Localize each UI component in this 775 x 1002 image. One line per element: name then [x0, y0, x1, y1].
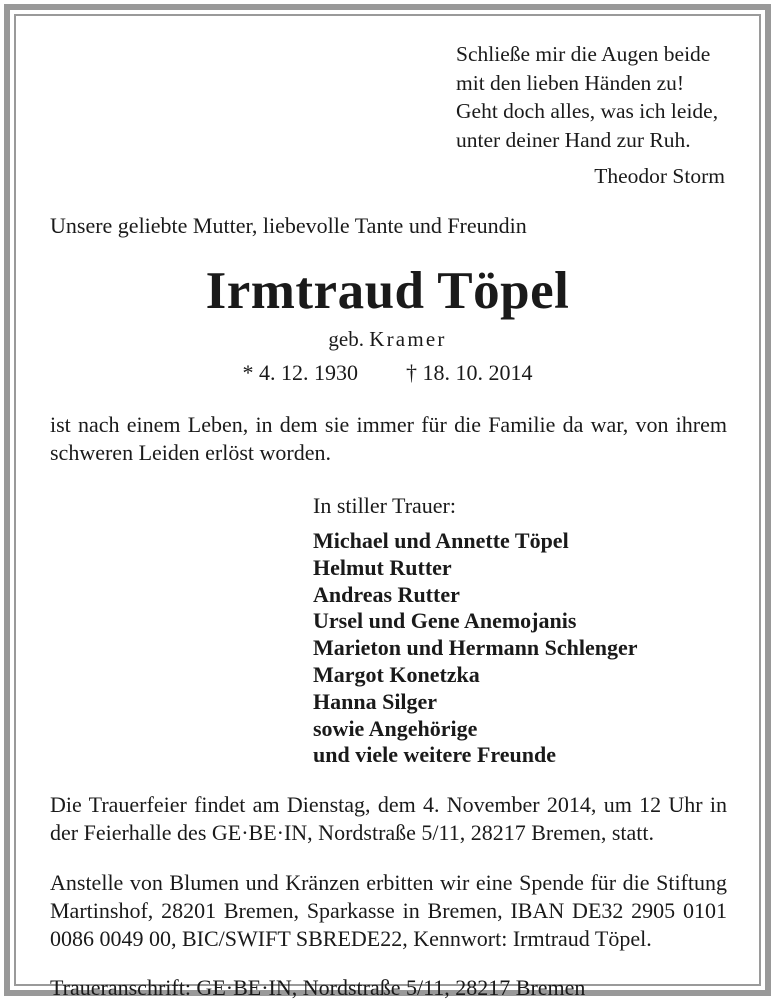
poem-line-4: unter deiner Hand zur Ruh.	[456, 127, 691, 152]
donation-info: Anstelle von Blumen und Kränzen erbitten wir eine Spende für die Stiftung Martinshof, 28201 Bremen, Sparkasse in Bremen, IBAN DE32 2905 0101 0086 0049 00, BIC/SWIFT SBREDE22, Kennwort: Irmtraud Töpel.	[50, 870, 727, 952]
mourner-name: und viele weitere Freunde	[313, 742, 556, 768]
frame-outer-band	[4, 4, 771, 1000]
mourners-heading: In stiller Trauer:	[313, 492, 456, 518]
mourners-block	[48, 493, 727, 769]
life-dates	[48, 360, 727, 386]
deceased-name: Irmtraud Töpel	[205, 262, 570, 321]
mourner-name: sowie Angehörige	[313, 715, 478, 741]
mourner-name: Hanna Silger	[313, 688, 438, 714]
birth-date: * 4. 12. 1930	[242, 359, 358, 385]
contact-address: Traueranschrift: GE·BE·IN, Nordstraße 5/11, 28217 Bremen	[50, 975, 586, 1000]
mourner-name: Helmut Rutter	[313, 554, 452, 580]
mourner-name: Ursel und Gene Anemojanis	[313, 608, 577, 634]
frame-white-gap	[10, 10, 765, 1000]
relationship-intro: Unsere geliebte Mutter, liebevolle Tante und Freundin	[50, 213, 527, 239]
poem-line-2: mit den lieben Händen zu!	[456, 70, 685, 95]
poem-line-1: Schließe mir die Augen beide	[456, 42, 711, 66]
mourner-name: Margot Konetzka	[313, 662, 480, 687]
memorial-poem	[48, 40, 717, 154]
mourner-name: Marieton und Hermann Schlenger	[313, 635, 638, 661]
maiden-name-line	[48, 327, 727, 352]
poem-author: Theodor Storm	[594, 164, 725, 189]
maiden-prefix: geb.	[328, 326, 364, 351]
notice-content	[16, 16, 759, 1000]
death-date: † 18. 10. 2014	[406, 359, 533, 385]
maiden-surname: Kramer	[369, 326, 447, 351]
funeral-service-info: Die Trauerfeier findet am Dienstag, dem 4. November 2014, um 12 Uhr in der Feierhalle des GE·BE·IN, Nordstraße 5/11, 28217 Bremen, statt.	[50, 792, 727, 846]
poem-line-3: Geht doch alles, was ich leide,	[456, 99, 719, 124]
frame-inner-rule	[14, 14, 761, 1000]
passing-passage: ist nach einem Leben, in dem sie immer für die Familie da war, von ihrem schweren Leiden erlöst worden.	[50, 411, 727, 465]
deceased-block	[48, 263, 727, 385]
mourner-name: Andreas Rutter	[313, 581, 460, 607]
mourner-name: Michael und Annette Töpel	[313, 527, 569, 553]
